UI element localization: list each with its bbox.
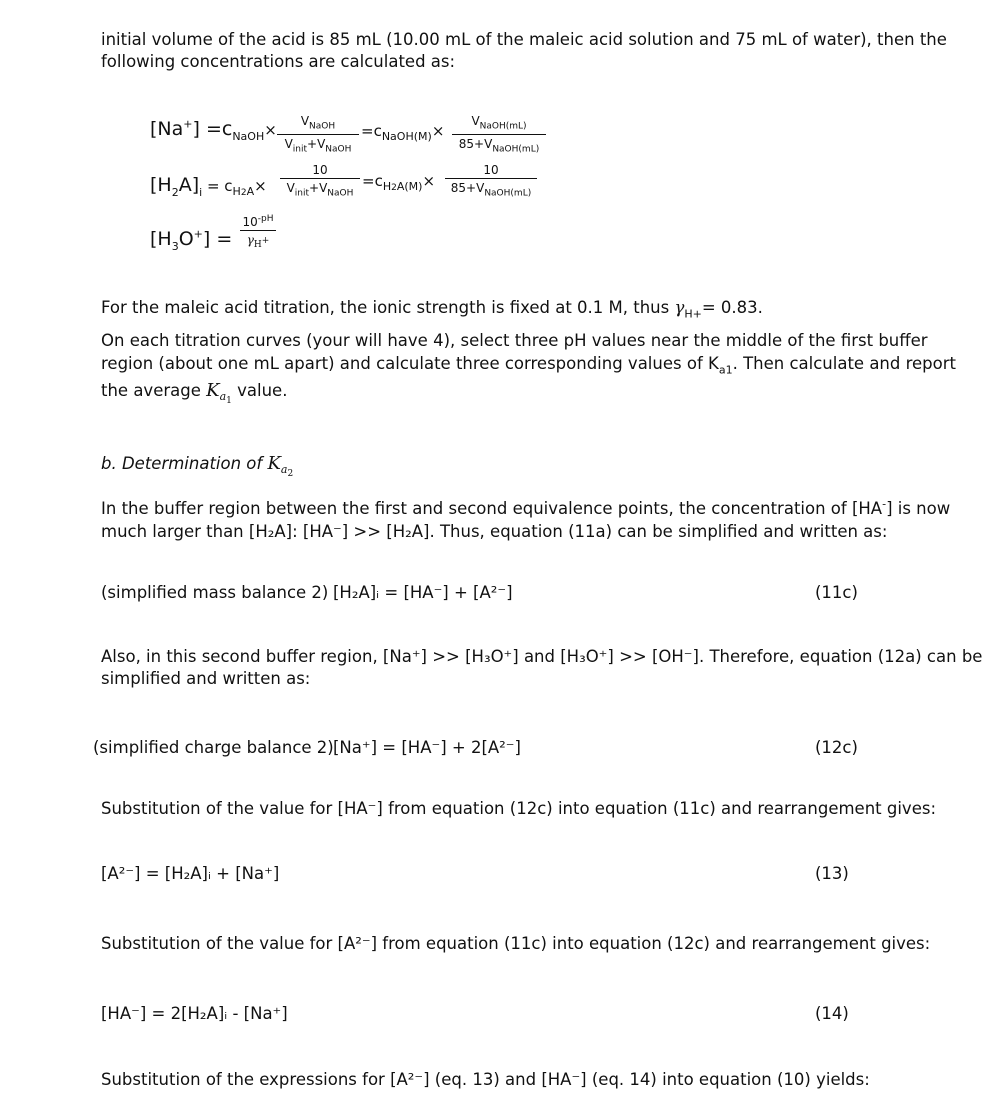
paragraph-also-line-2: simplified and written as: [101, 669, 311, 688]
equation-14-expression: [HA⁻] = 2[H₂A]ᵢ - [Na⁺] [101, 1004, 288, 1023]
paragraph-buffer-line-2: much larger than [H₂A]: [HA⁻] >> [H₂A]. Thus, equation (11a) can be simplified and written as: [101, 522, 888, 541]
equation-11c-label: (simplified mass balance 2) [101, 583, 329, 602]
intro-line-2: following concentrations are calculated as: [101, 52, 456, 71]
equation-12c-label: (simplified charge balance 2) [93, 738, 334, 757]
equation-13-number: (13) [815, 864, 849, 883]
paragraph-substitution-1: Substitution of the value for [HA⁻] from equation (12c) into equation (11c) and rearrangement gives: [101, 799, 936, 818]
fraction-vnaoh-over-vinit: $V_{NaOH}$ $V_{init}+V_{NaOH}$ [277, 114, 359, 157]
fraction-vnaoh-over-85: $V_{NaOH(mL)}$ $85+V_{NaOH(mL)}$ [452, 114, 546, 157]
equation-13-expression: [A²⁻] = [H₂A]ᵢ + [Na⁺] [101, 864, 280, 883]
paragraph-also-line-1: Also, in this second buffer region, [Na⁺] >> [H₃O⁺] and [H₃O⁺] >> [OH⁻]. Therefore, equation (12a) can be [101, 647, 983, 666]
fraction-10pH-over-gamma: $\frac{10^{-pH}}{\gamma_{H^+}}$ [240, 212, 276, 252]
fraction-10-over-85: 10 $85+V_{NaOH(mL)}$ [445, 163, 537, 200]
equation-12c-number: (12c) [815, 738, 858, 757]
equation-11c-expression: [H₂A]ᵢ = [HA⁻] + [A²⁻] [333, 583, 513, 602]
equation-12c-expression: [Na⁺] = [HA⁻] + 2[A²⁻] [333, 738, 521, 757]
paragraph-curves-line-1: On each titration curves (your will have 4), select three pH values near the middle of the first buffer [101, 331, 928, 350]
paragraph-substitution-2: Substitution of the value for [A²⁻] from equation (11c) into equation (12c) and rearrangement gives: [101, 934, 931, 953]
equation-14-number: (14) [815, 1004, 849, 1023]
paragraph-ionic-strength: For the maleic acid titration, the ionic strength is fixed at 0.1 M, thus $\gamma_{H+}= 0.83$. [101, 298, 763, 321]
paragraph-substitution-3: Substitution of the expressions for [A²⁻] (eq. 13) and [HA⁻] (eq. 14) into equation (10) yields: [101, 1070, 870, 1089]
paragraph-curves-line-3: the average $K_{a_1}$ value. [101, 380, 288, 407]
paragraph-curves-line-2: region (about one mL apart) and calculate three corresponding values of $K_{a1}$. Then calculate and report [101, 354, 956, 377]
equation-11c-number: (11c) [815, 583, 858, 602]
paragraph-buffer-line-1: In the buffer region between the first and second equivalence points, the concentration of [HA-] is now [101, 497, 951, 518]
intro-line-1: initial volume of the acid is 85 mL (10.00 mL of the maleic acid solution and 75 mL of water), then the [101, 30, 947, 49]
section-heading-ka2: b. Determination of $K_{a_2}$ [101, 453, 294, 480]
fraction-10-over-vinit: 10 $V_{init}+V_{NaOH}$ [280, 163, 360, 200]
